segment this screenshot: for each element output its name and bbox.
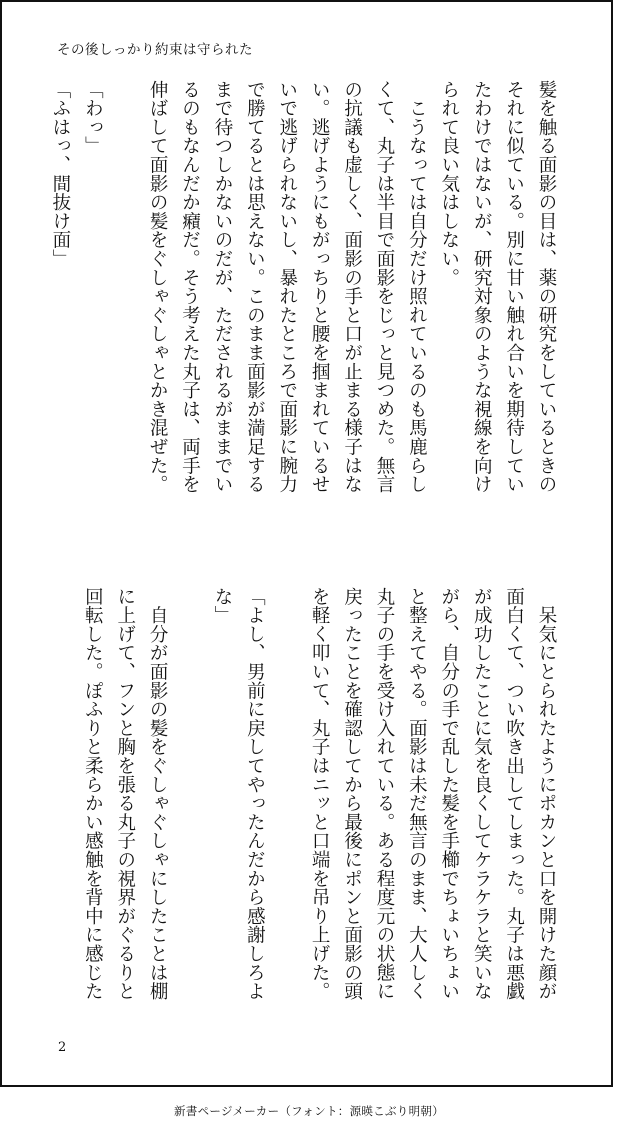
text-block-top — [44, 80, 563, 520]
text-line: が成功したことに気を良くしてケラケラと笑いな — [471, 587, 493, 1001]
text-line: それに似ている。別に甘い触れ合いを期待してい — [503, 80, 525, 494]
text-line: くて、丸子は半目で面影をじっと見つめた。無言 — [373, 80, 395, 494]
dialogue-line: 「ふはっ、間抜け面」 — [49, 80, 71, 268]
text-line: たわけではないが、研究対象のような視線を向け — [471, 80, 493, 494]
maker-credit: 新書ページメーカー（フォント：源暎こぶり明朝） — [173, 1104, 445, 1118]
text-line: を軽く叩いて、丸子はニッと口端を吊り上げた。 — [309, 587, 331, 1001]
running-head: その後しっかり約束は守られた — [57, 42, 253, 58]
text-line: るのもなんだか癪だ。そう考えた丸子は、両手を — [179, 80, 201, 494]
text-line: 面白くて、つい吹き出してしまった。丸子は悪戯 — [503, 587, 525, 1001]
text-line: 呆気にとられたようにポカンと口を開けた顔が — [536, 587, 557, 1001]
page-number: 2 — [58, 1040, 67, 1055]
text-line: 戻ったことを確認してから最後にポンと面影の頭 — [341, 587, 363, 1001]
text-line: 丸子の手を受け入れている。ある程度元の状態に — [373, 587, 395, 1001]
text-line: がら、自分の手で乱した髪を手櫛でちょいちょい — [438, 587, 460, 1001]
blank-line — [173, 587, 205, 1027]
text-line: の抗議も虚しく、面影の手と口が止まる様子はな — [341, 80, 363, 494]
text-line: 伸ばして面影の髪をぐしゃぐしゃとかき混ぜた。 — [147, 80, 169, 494]
text-line: まで待つしかないのだが、ただされるがままでい — [211, 80, 233, 494]
dialogue-line: な」 — [211, 587, 233, 625]
text-line: いで逃げられないし、暴れたところで面影に腕力 — [276, 80, 298, 494]
blank-line — [270, 587, 302, 1027]
text-line: こうなっては自分だけ照れているのも馬鹿らし — [406, 80, 428, 494]
text-line: と整えてやる。面影は未だ無言のまま、大人しく — [406, 587, 428, 1001]
text-line: い。逃げようにもがっちりと腰を掴まれているせ — [309, 80, 331, 494]
blank-line — [108, 80, 140, 520]
text-line: 自分が面影の髪をぐしゃぐしゃにしたことは棚 — [147, 587, 169, 1001]
text-line: で勝てるとは思えない。このまま面影が満足する — [244, 80, 266, 494]
text-line: に上げて、フンと胸を張る丸子の視界がぐるりと — [114, 587, 136, 1001]
text-line: 髪を触る面影の目は、薬の研究をしているときの — [536, 80, 557, 494]
dialogue-line: 「よし、男前に戻してやったんだから感謝しろよ — [244, 587, 266, 1001]
dialogue-line: 「わっ」 — [82, 80, 104, 156]
text-line: られて良い気はしない。 — [438, 80, 460, 287]
text-block-bottom — [76, 587, 562, 1027]
text-line: 回転した。ぽふりと柔らかい感触を背中に感じた — [82, 587, 104, 1001]
